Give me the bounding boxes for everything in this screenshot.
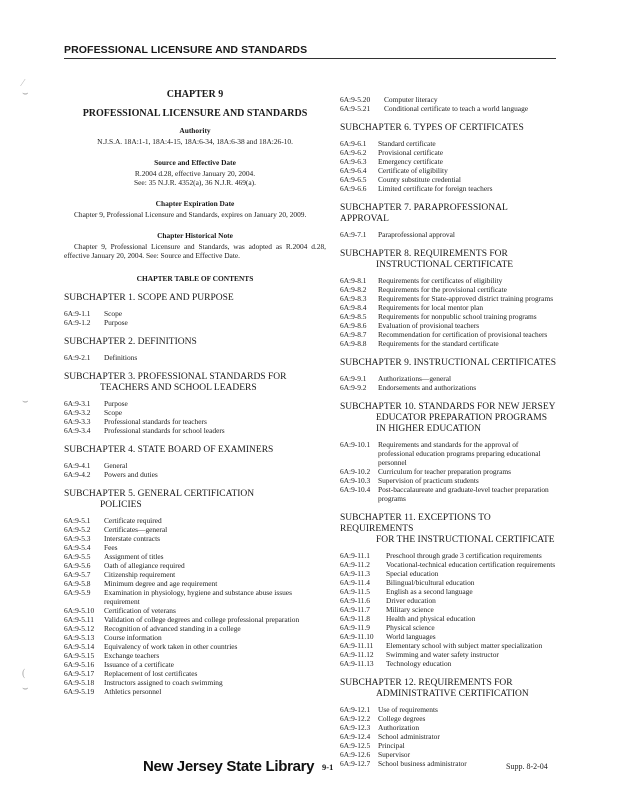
section-number: 6A:9-5.21 xyxy=(340,104,371,113)
section-number: 6A:9-2.1 xyxy=(64,353,91,362)
toc-entry xyxy=(340,732,556,741)
subchapter-heading xyxy=(340,402,556,435)
left-column xyxy=(64,90,326,696)
section-number: 6A:9-12.7 xyxy=(340,759,371,768)
section-number: 6A:9-8.3 xyxy=(340,294,367,303)
section-title: Technology education xyxy=(386,659,452,668)
subchapter-heading-line2: ADMINISTRATIVE CERTIFICATION xyxy=(376,689,529,699)
section-title: Validation of college degrees and college professional preparation xyxy=(104,615,300,624)
toc-entry xyxy=(64,615,326,624)
toc-entry xyxy=(340,467,556,476)
section-number: 6A:9-5.4 xyxy=(64,543,91,552)
section-title: Bilingual/bicultural education xyxy=(386,578,475,587)
toc-entry xyxy=(64,633,326,642)
section-number: 6A:9-12.2 xyxy=(340,714,371,723)
toc-entry xyxy=(340,303,556,312)
section-number: 6A:9-8.5 xyxy=(340,312,367,321)
subchapter-heading-line1: SUBCHAPTER 10. STANDARDS FOR NEW JERSEY xyxy=(340,402,556,412)
section-number: 6A:9-5.10 xyxy=(64,606,95,615)
subchapter-heading-line1: SUBCHAPTER 7. PARAPROFESSIONAL APPROVAL xyxy=(340,203,508,224)
toc-entry xyxy=(64,426,326,435)
toc-entry xyxy=(340,148,556,157)
subchapter-heading-line1: SUBCHAPTER 6. TYPES OF CERTIFICATES xyxy=(340,123,524,133)
section-title: Special education xyxy=(386,569,439,578)
section-title: Purpose xyxy=(104,399,128,408)
authority-text: N.J.S.A. 18A:1-1, 18A:4-15, 18A:6-34, 18A:6-38 and 18A:26-10. xyxy=(97,137,293,146)
section-title: Vocational-technical education certification requirements xyxy=(386,560,556,569)
section-title: Definitions xyxy=(104,353,138,362)
toc-entry xyxy=(340,551,556,560)
toc-entry xyxy=(340,230,556,239)
section-title: Swimming and water safety instructor xyxy=(386,650,499,659)
running-header: PROFESSIONAL LICENSURE AND STANDARDS xyxy=(64,44,308,56)
section-number: 6A:9-3.2 xyxy=(64,408,91,417)
section-number: 6A:9-11.10 xyxy=(340,632,374,641)
section-number: 6A:9-11.4 xyxy=(340,578,370,587)
toc-entry xyxy=(340,569,556,578)
scan-mark-icon: ⁄ xyxy=(22,78,24,89)
section-title: Purpose xyxy=(104,318,128,327)
subchapter-heading xyxy=(340,358,556,369)
section-number: 6A:9-10.4 xyxy=(340,485,371,494)
subchapter-heading xyxy=(340,203,556,225)
section-number: 6A:9-11.13 xyxy=(340,659,374,668)
section-number: 6A:9-8.8 xyxy=(340,339,367,348)
section-title: Endorsements and authorizations xyxy=(378,383,477,392)
section-number: 6A:9-8.2 xyxy=(340,285,367,294)
toc-entry xyxy=(64,642,326,651)
toc-entry xyxy=(340,650,556,659)
toc-entry xyxy=(64,417,326,426)
toc-entry xyxy=(64,606,326,615)
section-title: Requirements for nonpublic school training programs xyxy=(378,312,537,321)
subchapter-heading-line1: SUBCHAPTER 8. REQUIREMENTS FOR xyxy=(340,249,508,259)
section-title: Conditional certificate to teach a world language xyxy=(384,104,529,113)
section-title: Principal xyxy=(378,741,405,750)
section-number: 6A:9-5.2 xyxy=(64,525,91,534)
toc-entry xyxy=(340,321,556,330)
toc-entry xyxy=(340,632,556,641)
section-title: Certificate of eligibility xyxy=(378,166,448,175)
expiration-text: Chapter 9, Professional Licensure and Standards, expires on January 20, 2009. xyxy=(74,210,307,219)
authority-heading: Authority xyxy=(179,126,211,135)
section-title: College degrees xyxy=(378,714,426,723)
section-number: 6A:9-11.11 xyxy=(340,641,374,650)
toc-entry xyxy=(340,476,556,485)
supplement-date: Supp. 8-2-04 xyxy=(506,762,548,771)
left-subchapter-list xyxy=(64,293,326,696)
section-title: Professional standards for school leaders xyxy=(104,426,225,435)
subchapter-heading xyxy=(64,293,326,304)
subchapter-heading xyxy=(64,489,326,511)
section-title: Military science xyxy=(386,605,434,614)
toc-entry xyxy=(340,723,556,732)
section-title: Equivalency of work taken in other countries xyxy=(104,642,238,651)
section-title: Supervisor xyxy=(378,750,411,759)
section-number: 6A:9-4.2 xyxy=(64,470,91,479)
subchapter-heading xyxy=(340,249,556,271)
section-number: 6A:9-6.1 xyxy=(340,139,367,148)
section-number: 6A:9-11.7 xyxy=(340,605,370,614)
section-title: Issuance of a certificate xyxy=(104,660,174,669)
subchapter-heading-line1: SUBCHAPTER 5. GENERAL CERTIFICATION xyxy=(64,489,255,499)
subchapter-heading-line1: SUBCHAPTER 2. DEFINITIONS xyxy=(64,337,197,347)
section-number: 6A:9-5.16 xyxy=(64,660,95,669)
toc-entry xyxy=(340,641,556,650)
section-number: 6A:9-9.1 xyxy=(340,374,367,383)
section-number: 6A:9-8.7 xyxy=(340,330,367,339)
section-number: 6A:9-5.7 xyxy=(64,570,91,579)
continued-entries xyxy=(340,95,556,113)
section-title: Use of requirements xyxy=(378,705,438,714)
section-number: 6A:9-5.17 xyxy=(64,669,95,678)
section-number: 6A:9-5.11 xyxy=(64,615,94,624)
toc-entry xyxy=(340,750,556,759)
toc-heading: CHAPTER TABLE OF CONTENTS xyxy=(136,274,254,283)
subchapter-heading-line1: SUBCHAPTER 11. EXCEPTIONS TO REQUIREMENTS xyxy=(340,513,491,534)
section-title: Post-baccalaureate and graduate-level teacher preparation programs xyxy=(378,485,549,503)
section-title: Health and physical education xyxy=(386,614,476,623)
source-text-2: See: 35 N.J.R. 4352(a), 36 N.J.R. 469(a). xyxy=(134,178,256,187)
right-column xyxy=(340,95,556,768)
section-title: Minimum degree and age requirement xyxy=(104,579,218,588)
subchapter-heading-line2: INSTRUCTIONAL CERTIFICATE xyxy=(376,260,514,270)
scan-mark-icon: ⌣ xyxy=(22,396,29,407)
section-number: 6A:9-3.1 xyxy=(64,399,91,408)
toc-entry xyxy=(340,560,556,569)
toc-entry xyxy=(340,157,556,166)
toc-entry xyxy=(340,596,556,605)
section-number: 6A:9-5.5 xyxy=(64,552,91,561)
toc-entry xyxy=(64,408,326,417)
toc-entry xyxy=(64,309,326,318)
section-title: Certificate required xyxy=(104,516,162,525)
section-number: 6A:9-10.1 xyxy=(340,440,371,449)
section-number: 6A:9-5.14 xyxy=(64,642,95,651)
section-title: Scope xyxy=(104,408,123,417)
section-title: School business administrator xyxy=(378,759,467,768)
section-title: Requirements for the provisional certificate xyxy=(378,285,507,294)
toc-entry xyxy=(340,166,556,175)
section-number: 6A:9-11.8 xyxy=(340,614,370,623)
toc-entry xyxy=(340,714,556,723)
section-number: 6A:9-11.6 xyxy=(340,596,370,605)
scan-mark-icon: ( xyxy=(22,668,26,679)
toc-entry xyxy=(64,353,326,362)
section-title: Paraprofessional approval xyxy=(378,230,455,239)
section-title: Standard certificate xyxy=(378,139,436,148)
section-number: 6A:9-12.3 xyxy=(340,723,371,732)
toc-entry xyxy=(340,485,556,503)
section-number: 6A:9-1.2 xyxy=(64,318,91,327)
section-title: Requirements and standards for the approval of professional education programs preparing educational personnel xyxy=(378,440,541,467)
section-number: 6A:9-10.2 xyxy=(340,467,371,476)
toc-entry xyxy=(64,516,326,525)
section-number: 6A:9-1.1 xyxy=(64,309,91,318)
section-title: Evaluation of provisional teachers xyxy=(378,321,480,330)
toc-entry xyxy=(340,294,556,303)
section-title: Assignment of titles xyxy=(104,552,164,561)
section-number: 6A:9-5.19 xyxy=(64,687,95,696)
subchapter-heading xyxy=(340,123,556,134)
toc-entry xyxy=(340,139,556,148)
section-title: Elementary school with subject matter specialization xyxy=(386,641,543,650)
source-text-1: R.2004 d.28, effective January 20, 2004. xyxy=(134,169,256,178)
section-title: English as a second language xyxy=(386,587,473,596)
section-title: Athletics personnel xyxy=(104,687,162,696)
section-title: Replacement of lost certificates xyxy=(104,669,198,678)
toc-entry xyxy=(64,678,326,687)
section-number: 6A:9-8.4 xyxy=(340,303,367,312)
toc-entry xyxy=(340,285,556,294)
section-title: Recommendation for certification of provisional teachers xyxy=(378,330,548,339)
toc-entry xyxy=(340,383,556,392)
section-number: 6A:9-5.18 xyxy=(64,678,95,687)
historical-text: Chapter 9, Professional Licensure and Standards, was adopted as R.2004 d.28, effective January 20, 2004. See: Source and Effective Date. xyxy=(64,242,326,260)
header-rule xyxy=(64,58,556,59)
section-title: Physical science xyxy=(386,623,435,632)
toc-entry xyxy=(64,561,326,570)
subchapter-heading xyxy=(64,372,326,394)
toc-entry xyxy=(64,660,326,669)
toc-entry xyxy=(340,440,556,467)
section-number: 6A:9-12.1 xyxy=(340,705,371,714)
section-title: Scope xyxy=(104,309,123,318)
section-title: Driver education xyxy=(386,596,436,605)
section-title: Professional standards for teachers xyxy=(104,417,207,426)
section-title: County substitute credential xyxy=(378,175,461,184)
historical-heading: Chapter Historical Note xyxy=(157,231,233,240)
toc-entry xyxy=(340,276,556,285)
subchapter-heading xyxy=(64,337,326,348)
chapter-title: PROFESSIONAL LICENSURE AND STANDARDS xyxy=(82,108,308,119)
subchapter-heading-line1: SUBCHAPTER 3. PROFESSIONAL STANDARDS FOR xyxy=(64,372,287,382)
section-number: 6A:9-12.4 xyxy=(340,732,371,741)
section-title: Certification of veterans xyxy=(104,606,176,615)
toc-entry xyxy=(64,651,326,660)
section-number: 6A:9-5.3 xyxy=(64,534,91,543)
section-title: Authorization xyxy=(378,723,420,732)
toc-entry xyxy=(64,399,326,408)
page-number: 9-1 xyxy=(322,762,334,772)
section-title: Requirements for State-approved district training programs xyxy=(378,294,554,303)
section-number: 6A:9-5.9 xyxy=(64,588,91,597)
toc-entry xyxy=(340,330,556,339)
source-heading: Source and Effective Date xyxy=(154,158,236,167)
toc-entry xyxy=(64,669,326,678)
section-number: 6A:9-5.1 xyxy=(64,516,91,525)
toc-entry xyxy=(64,588,326,606)
subchapter-heading-line2: POLICIES xyxy=(100,500,142,510)
right-subchapter-list xyxy=(340,123,556,768)
toc-entry xyxy=(64,687,326,696)
section-number: 6A:9-9.2 xyxy=(340,383,367,392)
section-number: 6A:9-4.1 xyxy=(64,461,91,470)
section-number: 6A:9-3.3 xyxy=(64,417,91,426)
section-title: Exchange teachers xyxy=(104,651,160,660)
section-title: Examination in physiology, hygiene and substance abuse issues requirement xyxy=(104,588,292,606)
toc-entry xyxy=(340,614,556,623)
subchapter-heading xyxy=(64,445,326,456)
section-number: 6A:9-11.3 xyxy=(340,569,370,578)
toc-entry xyxy=(340,175,556,184)
section-title: Certificates—general xyxy=(104,525,168,534)
section-number: 6A:9-5.8 xyxy=(64,579,91,588)
section-title: General xyxy=(104,461,128,470)
section-number: 6A:9-6.5 xyxy=(340,175,367,184)
section-title: World languages xyxy=(386,632,436,641)
section-number: 6A:9-11.5 xyxy=(340,587,370,596)
toc-entry xyxy=(340,705,556,714)
section-number: 6A:9-6.2 xyxy=(340,148,367,157)
toc-entry xyxy=(340,659,556,668)
section-number: 6A:9-10.3 xyxy=(340,476,371,485)
toc-entry xyxy=(64,543,326,552)
toc-entry xyxy=(340,95,556,104)
section-title: Limited certificate for foreign teachers xyxy=(378,184,493,193)
section-title: Oath of allegiance required xyxy=(104,561,185,570)
subchapter-heading-line2: FOR THE INSTRUCTIONAL CERTIFICATE xyxy=(376,535,555,545)
section-number: 6A:9-5.15 xyxy=(64,651,95,660)
section-title: Citizenship requirement xyxy=(104,570,176,579)
toc-entry xyxy=(340,578,556,587)
section-title: Powers and duties xyxy=(104,470,158,479)
section-number: 6A:9-11.2 xyxy=(340,560,370,569)
toc-entry xyxy=(340,184,556,193)
section-number: 6A:9-6.4 xyxy=(340,166,367,175)
toc-entry xyxy=(64,461,326,470)
toc-entry xyxy=(64,624,326,633)
section-number: 6A:9-6.6 xyxy=(340,184,367,193)
scan-mark-icon: ⌣ xyxy=(22,683,29,694)
toc-entry xyxy=(340,587,556,596)
toc-entry xyxy=(340,623,556,632)
subchapter-heading xyxy=(340,513,556,546)
toc-entry xyxy=(64,579,326,588)
section-number: 6A:9-8.6 xyxy=(340,321,367,330)
section-title: Curriculum for teacher preparation programs xyxy=(378,467,511,476)
subchapter-heading-line1: SUBCHAPTER 1. SCOPE AND PURPOSE xyxy=(64,293,234,303)
section-title: Instructors assigned to coach swimming xyxy=(104,678,223,687)
section-title: Requirements for certificates of eligibility xyxy=(378,276,503,285)
section-title: Fees xyxy=(104,543,118,552)
toc-entry xyxy=(64,470,326,479)
toc-entry xyxy=(340,741,556,750)
section-number: 6A:9-7.1 xyxy=(340,230,367,239)
section-title: Authorizations—general xyxy=(378,374,452,383)
toc-entry xyxy=(64,552,326,561)
section-title: Supervision of practicum students xyxy=(378,476,479,485)
section-title: Provisional certificate xyxy=(378,148,444,157)
section-number: 6A:9-5.12 xyxy=(64,624,95,633)
scan-mark-icon: ⌣ xyxy=(22,88,29,99)
toc-entry xyxy=(340,339,556,348)
chapter-number: CHAPTER 9 xyxy=(166,89,224,100)
section-number: 6A:9-5.20 xyxy=(340,95,371,104)
section-number: 6A:9-8.1 xyxy=(340,276,367,285)
toc-entry xyxy=(64,525,326,534)
section-title: Preschool through grade 3 certification requirements xyxy=(386,551,542,560)
section-number: 6A:9-11.12 xyxy=(340,650,374,659)
section-title: Requirements for local mentor plan xyxy=(378,303,484,312)
toc-entry xyxy=(340,374,556,383)
section-number: 6A:9-3.4 xyxy=(64,426,91,435)
section-title: Computer literacy xyxy=(384,95,438,104)
subchapter-heading-line1: SUBCHAPTER 12. REQUIREMENTS FOR xyxy=(340,678,513,688)
section-title: Requirements for the standard certificate xyxy=(378,339,499,348)
section-title: Interstate contracts xyxy=(104,534,161,543)
toc-entry xyxy=(64,570,326,579)
toc-entry xyxy=(340,605,556,614)
section-title: School administrator xyxy=(378,732,440,741)
subchapter-heading-line1: SUBCHAPTER 9. INSTRUCTIONAL CERTIFICATES xyxy=(340,358,557,368)
subchapter-heading-line1: SUBCHAPTER 4. STATE BOARD OF EXAMINERS xyxy=(64,445,274,455)
section-number: 6A:9-11.1 xyxy=(340,551,370,560)
section-number: 6A:9-5.13 xyxy=(64,633,95,642)
section-title: Course information xyxy=(104,633,162,642)
section-number: 6A:9-12.6 xyxy=(340,750,371,759)
subchapter-heading-line2: EDUCATOR PREPARATION PROGRAMS IN HIGHER EDUCATION xyxy=(376,413,548,434)
toc-entry xyxy=(64,318,326,327)
section-title: Recognition of advanced standing in a college xyxy=(104,624,241,633)
section-number: 6A:9-12.5 xyxy=(340,741,371,750)
subchapter-heading-line2: TEACHERS AND SCHOOL LEADERS xyxy=(100,383,257,393)
section-number: 6A:9-11.9 xyxy=(340,623,370,632)
section-title: Emergency certificate xyxy=(378,157,443,166)
toc-entry xyxy=(340,104,556,113)
library-watermark: New Jersey State Library xyxy=(143,758,315,775)
toc-entry xyxy=(340,312,556,321)
section-number: 6A:9-5.6 xyxy=(64,561,91,570)
subchapter-heading xyxy=(340,678,556,700)
section-number: 6A:9-6.3 xyxy=(340,157,367,166)
toc-entry xyxy=(64,534,326,543)
expiration-heading: Chapter Expiration Date xyxy=(155,199,235,208)
